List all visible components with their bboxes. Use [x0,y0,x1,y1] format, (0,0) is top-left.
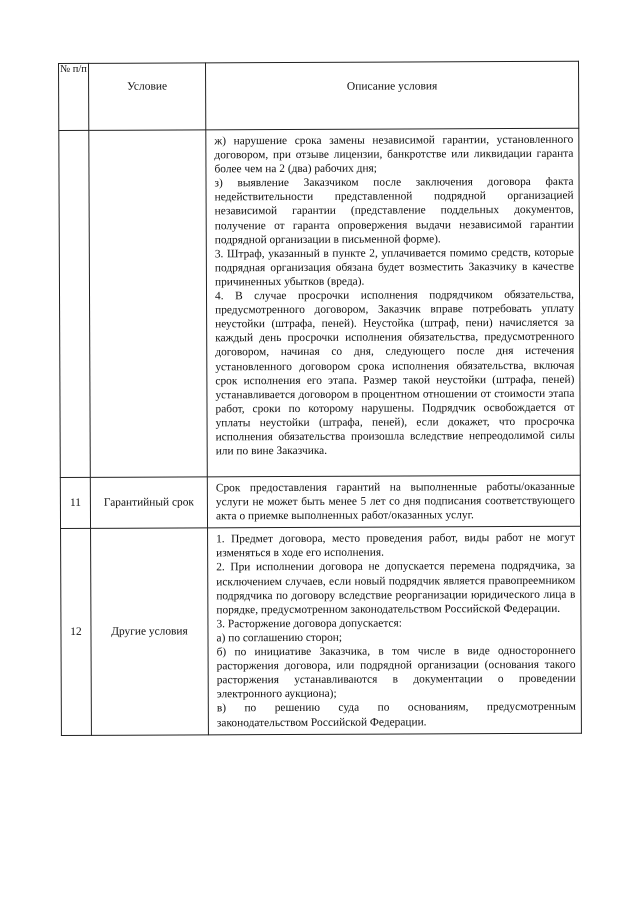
row-description [208,527,582,735]
row-condition [89,130,208,478]
table-row [59,128,581,477]
row-condition: Гарантийный срок [90,477,207,529]
row-number [59,130,91,477]
description-paragraph: 1. Предмет договора, место проведения работ, виды работ не могут изменяться в ходе его исполнения. [216,532,576,560]
header-number: № п/п [59,63,89,130]
description-paragraph: Срок предоставления гарантий на выполненные работы/оказанные услуги не может быть менее 5 лет со дня подписания соответствующего акта о приемке выполненных работ/оказанных услуг. [215,480,575,523]
table-header-row [59,61,579,130]
header-condition: Условие [89,63,206,131]
conditions-table [58,61,582,736]
description-paragraph: б) по инициативе Заказчика, в том числе в виде одностороннего расторжения договора, или подрядной организации (основания такого расторжения устанавливаются в документации о проведении электронного аукциона); [216,644,576,701]
description-paragraph: ж) нарушение срока замены независимой гарантии, установленного договором, при отзыве лицензии, банкротстве или ликвидации гаранта более чем на 2 (два) рабочих дня; [214,133,574,176]
description-paragraph: а) по соглашению сторон; [216,631,343,645]
row-number: 12 [61,529,92,735]
row-condition: Другие условия [91,528,209,735]
row-description [207,475,580,528]
description-paragraph: в) по решению суда по основаниям, предусмотренным законодательством Российской Федерации. [216,701,576,729]
description-paragraph: 3. Расторжение договора допускается: [216,617,402,631]
row-description [206,128,581,477]
header-description: Описание условия [206,61,579,130]
description-paragraph: 4. В случае просрочки исполнения подрядчиком обязательства, предусмотренного договором, Заказчик вправе потребовать уплату неустойки (штрафа, пеней). Неустойка (штраф, пени) начисляется за каждый день просрочки исполнения обязательства, предусмотренного договором, начиная со дня, следующего после дня истечения установленного договором срока исполнения обязательства, включая срок исполнения его этапа. Размер такой неустойки (штрафа, пеней) устанавливается договором в процентном отношении от стоимости этапа работ, сроки по которому нарушены. Подрядчик освобождается от уплаты неустойки (штрафа, пеней), если докажет, что просрочка исполнения обязательства произошла вследствие непреодолимой силы или по вине Заказчика. [214,288,575,458]
description-paragraph: 3. Штраф, указанный в пункте 2, уплачивается помимо средств, которые подрядная организация обязана будет возместить Заказчику в качестве причиненных убытков (вреда). [214,246,574,289]
table-row [60,475,580,529]
description-paragraph: 2. При исполнении договора не допускается перемена подрядчика, за исключением случаев, если новый подрядчик является правопреемником подрядчика по договору вследствие реорганизации юридического лица в порядке, предусмотренном законодательством Российской Федерации. [216,560,576,617]
table-row [61,527,582,736]
description-paragraph: з) выявление Заказчиком после заключения договора факта недействительности представленной подрядной организацией независимой гарантии (представление поддельных документов, получение от гаранта опровержения выдачи независимой гарантии подрядной организации в письменной форме). [214,176,574,246]
row-number: 11 [60,477,90,528]
